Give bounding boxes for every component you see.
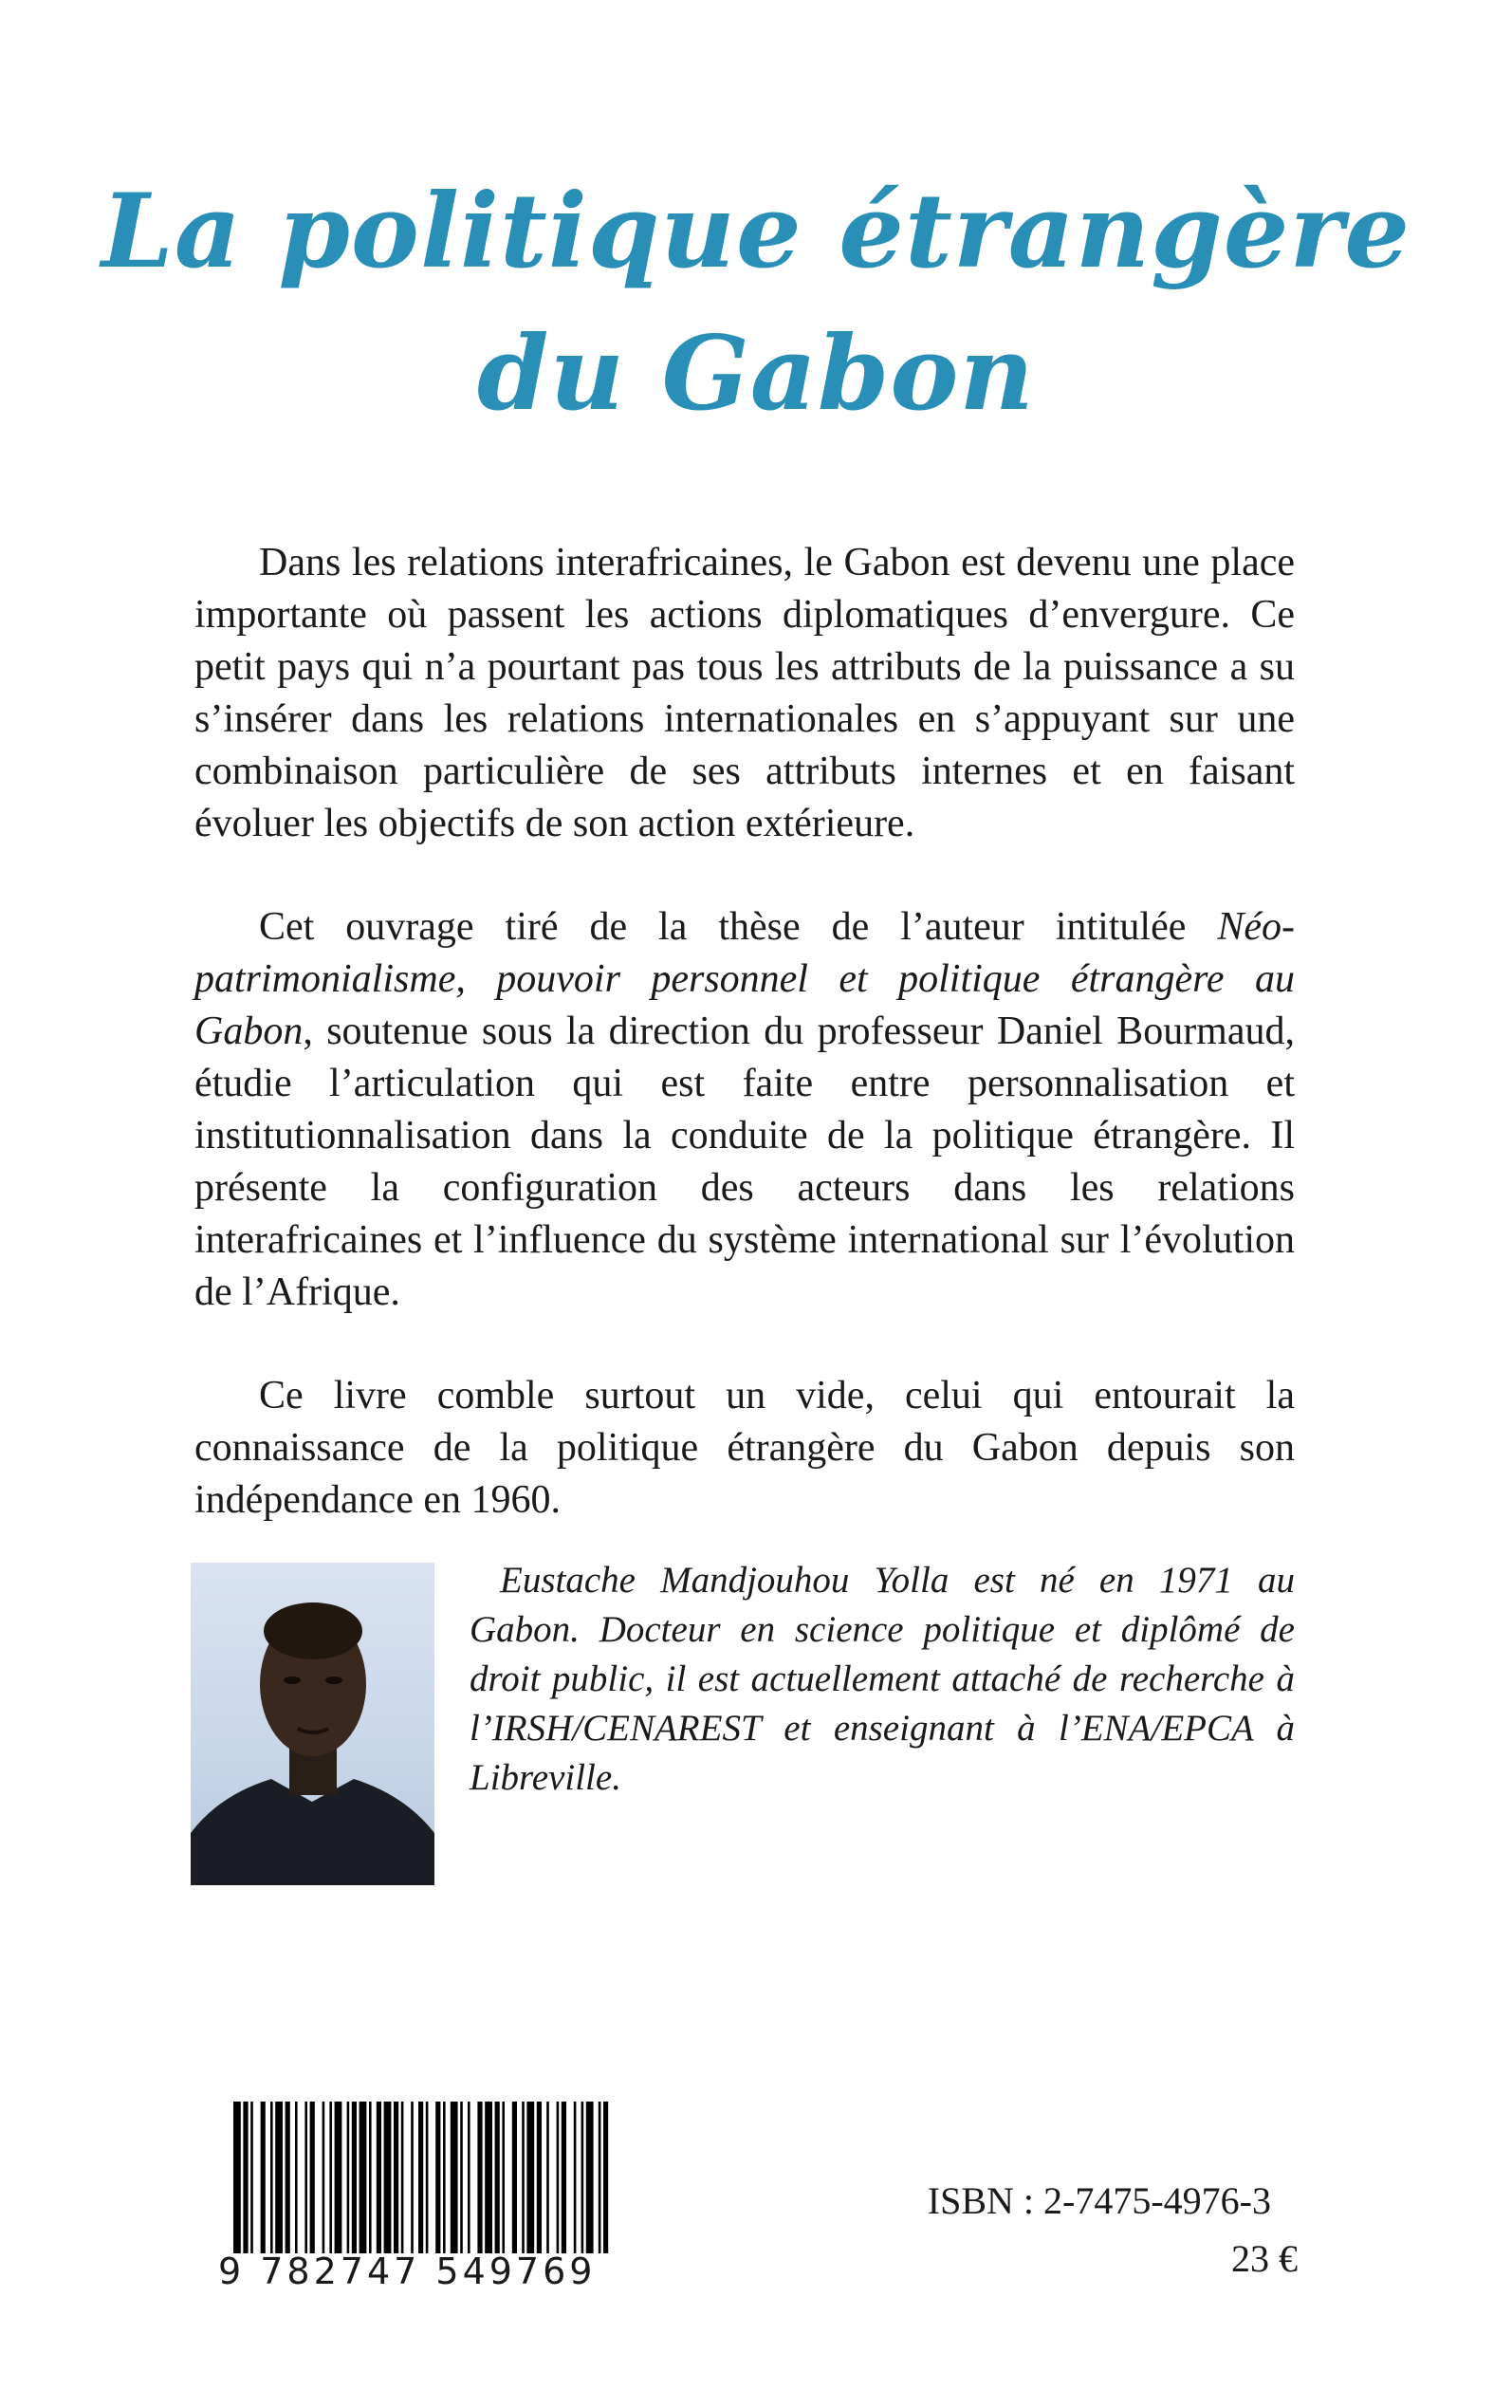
barcode-bar [295,2102,298,2253]
author-bio: Eustache Mandjouhou Yolla est né en 1971 au Gabon. Docteur en science politique et diplômé de droit public, il est actuellement attaché de recherche à l’IRSH/CENAREST et enseignant à l’ENA/EPCA à Libreville. [470,1560,1295,1798]
author-photo [191,1563,434,1885]
barcode-bar [335,2102,342,2253]
barcode-bar [275,2102,283,2253]
barcode-bar [574,2102,577,2253]
barcode-bar [526,2102,534,2253]
barcode-bar [557,2102,560,2253]
barcode-bar [347,2102,350,2253]
barcode-bar [451,2102,458,2253]
barcode-bar [426,2102,429,2253]
barcode-bar [310,2102,315,2253]
barcode-bar [261,2102,266,2253]
barcode-bar [546,2102,549,2253]
barcode-bar [270,2102,273,2253]
book-summary [194,537,1295,1578]
barcode-bar [562,2102,566,2253]
barcode-bar [250,2102,253,2253]
barcode-bar [323,2102,325,2253]
barcode-bar [537,2102,542,2253]
barcode-bars [230,2102,611,2253]
barcode-bar [485,2102,492,2253]
barcode-bar [468,2102,470,2253]
barcode [230,2102,611,2253]
barcode-bar [460,2102,463,2253]
barcode-bar [377,2102,381,2253]
barcode-bar [581,2102,584,2253]
barcode-bar [477,2102,482,2253]
summary-paragraph-2 [194,901,1295,1319]
barcode-bar [522,2102,525,2253]
book-title-line-1: La politique étrangère [101,172,1411,291]
barcode-bar [603,2102,608,2253]
barcode-bar [435,2102,440,2253]
barcode-bar [586,2102,594,2253]
barcode-bar [243,2102,248,2253]
summary-paragraph-2-start: Cet ouvrage tiré de la thèse de l’auteur intitulée [259,905,1218,949]
book-title-line-2: du Gabon [477,314,1035,434]
author-portrait-image [191,1563,434,1885]
barcode-bar [401,2102,404,2253]
barcode-bar [369,2102,372,2253]
barcode-bar [233,2102,241,2253]
barcode-bar [286,2102,290,2253]
summary-paragraph-1: Dans les relations interafricaines, le Gabon est devenu une place importante où passent les actions diplomatiques d’envergure. Ce petit pays qui n’a pourtant pas tous les attributs de la puissance a su s’insérer dans les relations internationales en s’appuyant sur une combinaison particulière de ses attributs internes et en faisant évoluer les objectifs de son action extérieure. [194,541,1295,845]
barcode-bar [304,2102,307,2253]
barcode-bar [360,2102,367,2253]
barcode-bar [384,2102,392,2253]
price: 23 € [1231,2237,1298,2280]
barcode-digits: 9 782747 549769 [218,2251,597,2292]
barcode-bar [512,2102,517,2253]
isbn: ISBN : 2-7475-4976-3 [927,2179,1271,2222]
summary-paragraph-3: Ce livre comble surtout un vide, celui qui entourait la connaissance de la politique étrangère du Gabon depuis son indépendance en 1960. [194,1374,1295,1522]
barcode-bar [599,2102,601,2253]
barcode-bar [495,2102,500,2253]
barcode-bar [443,2102,446,2253]
barcode-bar [418,2102,423,2253]
thesis-title: Néo-patrimonialisme, pouvoir personnel et politique étrangère au Gabon [194,905,1295,1053]
barcode-bar [394,2102,398,2253]
barcode-bar [329,2102,332,2253]
barcode-bar [411,2102,414,2253]
summary-paragraph-2-end: , soutenue sous la direction du professeur Daniel Bourmaud, étudie l’articulation qui est faite entre personnalisation et institutionnalisation dans la conduite de la politique étrangère. Il présente la configuration des acteurs dans les relations interafricaines et l’influence du système international sur l’évolution de l’Afrique. [194,1010,1295,1314]
barcode-bar [502,2102,505,2253]
barcode-bar [352,2102,357,2253]
